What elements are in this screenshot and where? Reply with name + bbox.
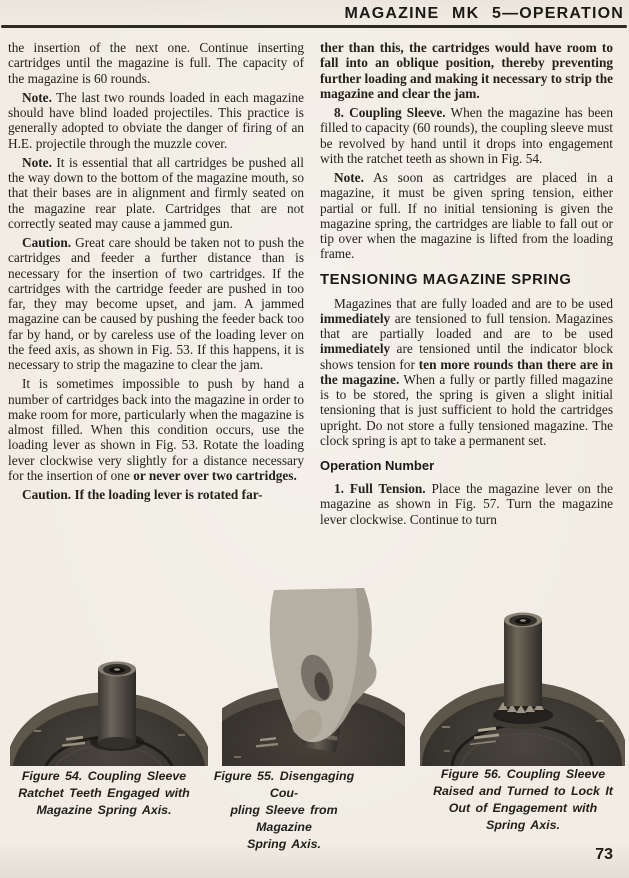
- caption-line: Spring Axis.: [247, 837, 321, 851]
- caption-line: Spring Axis.: [486, 818, 560, 832]
- text-segment: The last two rounds loaded in each magazine should have blind loaded projectiles. This practice is generally adopted to obviate the danger of firing of an H.E. projectile through the muzzle cover.: [8, 89, 304, 151]
- paragraph: [8, 40, 304, 86]
- text-segment: When the magazine has been filled to capacity (60 rounds), the coupling sleeve must be revolved by hand until it drops into engagement with the ratchet teeth as shown in Fig. 54.: [320, 105, 613, 166]
- magazine-coupling-sleeve-engaged-photo: [10, 638, 208, 766]
- right-column: [320, 40, 613, 531]
- paragraph-tensioning: [320, 296, 613, 449]
- text-segment: As soon as cartridges are placed in a magazine, it must be given spring tension, either partial or full. If no initial tensioning is given the magazine spring, the cartridges are liable to fall out or tip over when the magazine is lifted from the loading frame.: [320, 170, 613, 262]
- paragraph-note: [320, 170, 613, 262]
- text-segment: Note.: [22, 154, 52, 170]
- paragraph-caution-continued: [320, 40, 613, 101]
- paragraph-coupling-sleeve: [320, 105, 613, 166]
- figure-55-photo: [222, 586, 405, 766]
- text-segment: are tensioned until the indicator block shows tension for: [320, 341, 613, 372]
- page-number: 73: [595, 846, 613, 863]
- text-segment: Caution.: [22, 235, 72, 250]
- text-segment: immediately: [320, 310, 391, 326]
- section-heading-tensioning-magazine-spring: TENSIONING MAGAZINE SPRING: [320, 271, 572, 288]
- text-segment: Caution. If the loading lever is rotated far-: [22, 487, 263, 502]
- text-segment: the insertion of the next one. Continue inserting cartridges until the magazine is full. The capacity of the magazine is 60 rounds.: [8, 40, 304, 86]
- text-segment: ther than this, the cartridges would have room to fall into an oblique position, thereby preventing further loading and making it necessary to strip the magazine and clear the jam.: [320, 40, 613, 101]
- page-header-title: MAGAZINE MK 5—OPERATION: [344, 5, 624, 22]
- paragraph-note: [8, 90, 304, 151]
- caption-line: Figure 56. Coupling Sleeve: [440, 767, 606, 781]
- caption-line: Out of Engagement with: [448, 801, 598, 815]
- text-segment: 1. Full Tension.: [334, 481, 426, 496]
- left-column: [8, 40, 304, 506]
- text-segment: It is sometimes impossible to push by hand a number of cartridges back into the magazine in order to make room for more, particularly when the magazine is almost filled. When this condition occurs, use the loading lever as shown in Fig. 53. Rotate the loading lever clockwise very slightly for a distance necessary for the insertion of one: [8, 376, 304, 483]
- figure-54-photo: [10, 638, 208, 766]
- text-segment: It is essential that all cartridges be pushed all the way down to the bottom of the magazine mouth, so that their bases are in alignment and firmly seated on the magazine rear plate. Cartridges that are not correctly seated may cause a jammed gun.: [8, 154, 304, 231]
- caption-line: pling Sleeve from Magazine: [230, 803, 338, 834]
- text-segment: Great care should be taken not to push the cartridges and feeder a further distance than is necessary for the insertion of two cartridges. If the cartridges with the cartridge feeder are pushed in too far, they may become upset, and jam. A jammed magazine can be caused by pushing the feeder back too far by hand, or by careless use of the loading lever on the feed axis, as shown in Fig. 53. If this happens, it is necessary to strip the magazine to clear the jam.: [8, 235, 304, 372]
- caption-line: Magazine Spring Axis.: [36, 803, 172, 817]
- paragraph: [8, 376, 304, 483]
- figure-54-caption: [8, 768, 200, 819]
- coupling-sleeve-raised-photo: [420, 598, 625, 766]
- text-segment: Note.: [334, 170, 364, 185]
- text-segment: Magazines that are fully loaded and are to be used: [334, 295, 613, 311]
- caption-line: Ratchet Teeth Engaged with: [18, 786, 190, 800]
- paragraph-note: [8, 155, 304, 231]
- text-segment: or never over two cartridges.: [133, 467, 297, 483]
- figure-56-caption: [423, 766, 623, 834]
- caption-line: Figure 55. Disengaging Cou-: [213, 769, 355, 800]
- text-segment: immediately: [320, 341, 391, 357]
- figure-55-caption: [211, 768, 357, 853]
- header-rule: [1, 25, 627, 28]
- text-segment: When a fully or partly filled magazine is to be stored, the spring is given a slight initial tensioning that is just sufficient to hold the cartridges upright. Do not store a fully tensioned magazine. The clock spring is apt to take a permanent set.: [320, 371, 613, 448]
- text-segment: Place the magazine lever on the magazine as shown in Fig. 57. Turn the magazine lever clockwise. Continue to turn: [320, 481, 613, 527]
- hand-disengaging-sleeve-photo: [222, 586, 405, 766]
- paragraph-caution: [8, 487, 304, 502]
- text-segment: 8. Coupling Sleeve.: [334, 105, 446, 120]
- subsection-heading-operation-number: Operation Number: [320, 458, 435, 473]
- text-segment: Note.: [22, 89, 52, 105]
- text-segment: ten more rounds than there are in the magazine.: [320, 356, 613, 387]
- caption-line: Raised and Turned to Lock It: [433, 784, 613, 798]
- figure-56-photo: [420, 598, 625, 766]
- paragraph-full-tension: [320, 481, 613, 527]
- paragraph-caution: [8, 235, 304, 372]
- caption-line: Figure 54. Coupling Sleeve: [21, 769, 187, 783]
- text-segment: are tensioned to full tension. Magazines that are partially loaded and are to be used: [320, 310, 613, 341]
